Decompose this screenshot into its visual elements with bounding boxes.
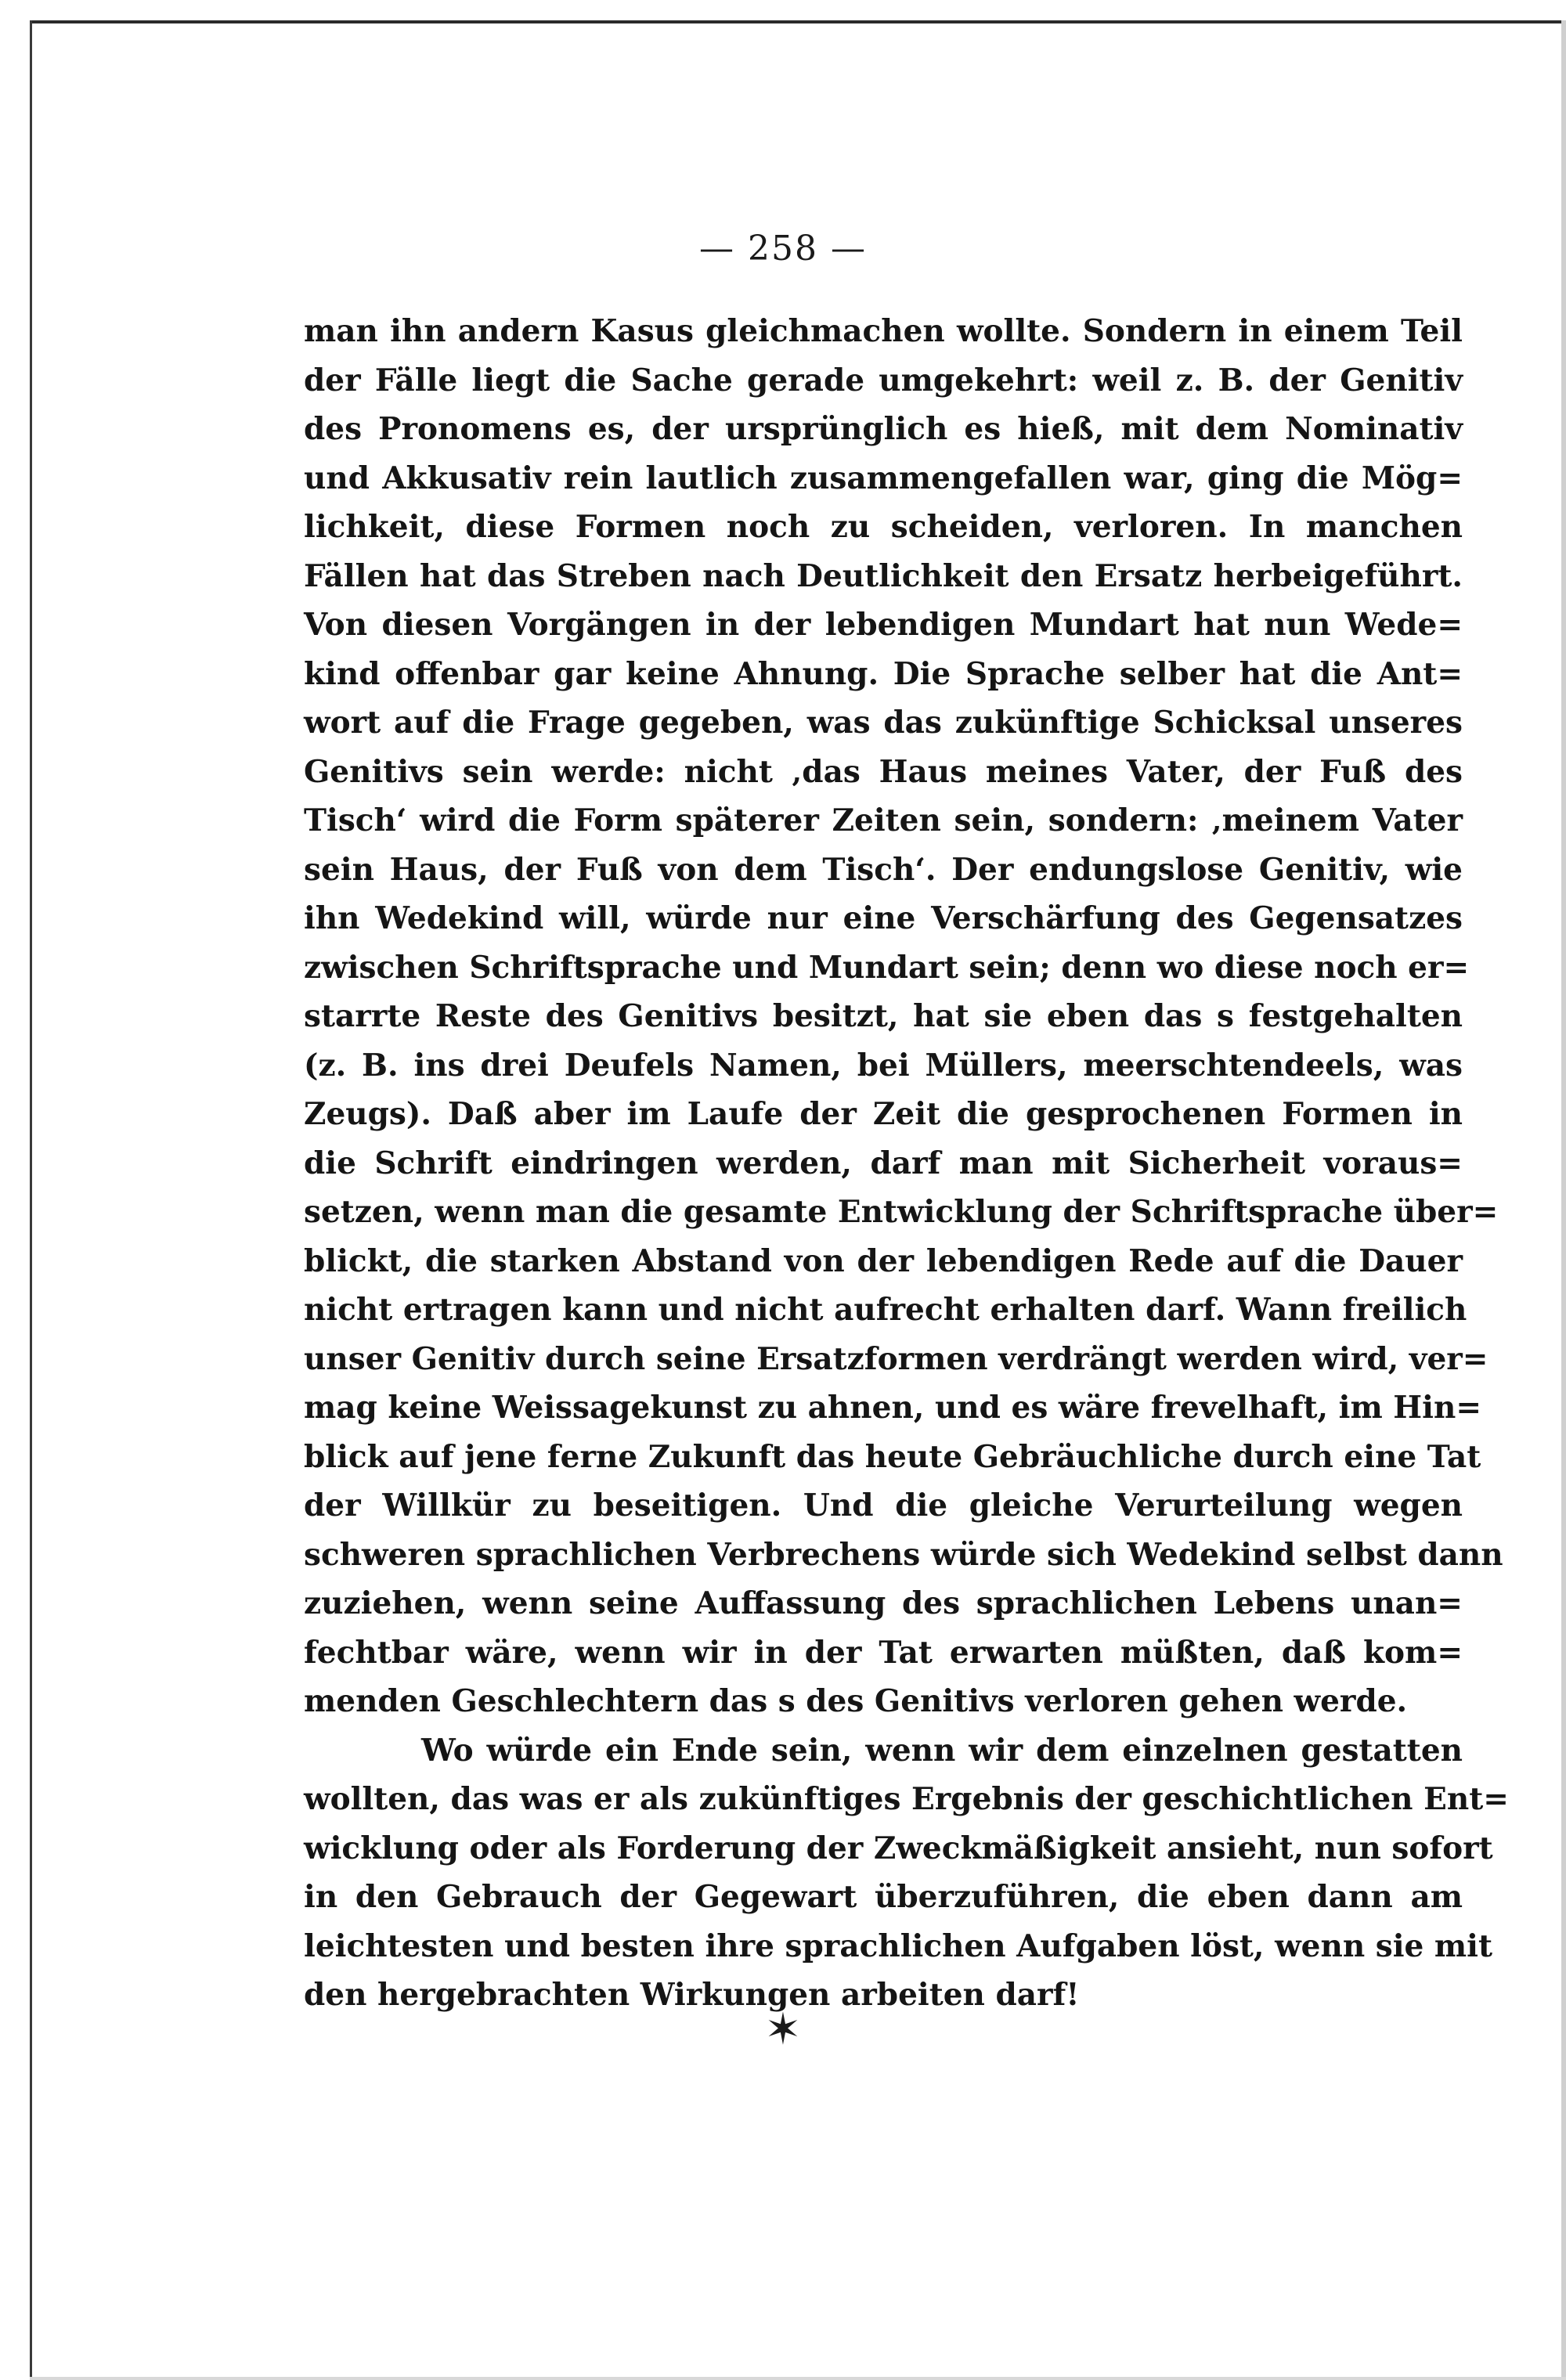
text-line: ihn Wedekind will, würde nur eine Verschärfung des Gegensatzes	[304, 900, 1463, 936]
text-line: die Schrift eindringen werden, darf man mit Sicherheit voraus=	[304, 1145, 1463, 1181]
text-line: Von diesen Vorgängen in der lebendigen Mundart hat nun Wede=	[304, 607, 1463, 643]
text-line: wort auf die Frage gegeben, was das zukünftige Schicksal unseres	[304, 705, 1463, 741]
text-line: sein Haus, der Fuß von dem Tisch‘. Der endungslose Genitiv, wie	[304, 851, 1463, 888]
page-edge-top	[30, 20, 1564, 23]
text-line: menden Geschlechtern das s des Genitivs verloren gehen werde.	[304, 1683, 1408, 1719]
text-line: mag keine Weissagekunst zu ahnen, und es wäre frevelhaft, im Hin=	[304, 1390, 1481, 1426]
text-line: Zeugs). Daß aber im Laufe der Zeit die gesprochenen Formen in	[304, 1096, 1463, 1132]
text-line: man ihn andern Kasus gleichmachen wollte. Sondern in einem Teil	[304, 313, 1463, 349]
text-line: blick auf jene ferne Zukunft das heute Gebräuchliche durch eine Tat	[304, 1438, 1481, 1475]
text-line: Tisch‘ wird die Form späterer Zeiten sein, sondern: ‚meinem Vater	[304, 802, 1463, 838]
text-line: schweren sprachlichen Verbrechens würde sich Wedekind selbst dann	[304, 1536, 1503, 1573]
text-line: der Fälle liegt die Sache gerade umgekehrt: weil z. B. der Genitiv	[304, 362, 1463, 398]
text-line: zuziehen, wenn seine Auffassung des sprachlichen Lebens unan=	[304, 1585, 1463, 1621]
text-line: wollten, das was er als zukünftiges Ergebnis der geschichtlichen Ent=	[304, 1781, 1509, 1817]
text-line: Genitivs sein werde: nicht ‚das Haus meines Vater, der Fuß des	[304, 753, 1463, 790]
text-line: Wo würde ein Ende sein, wenn wir dem einzelnen gestatten	[421, 1732, 1463, 1769]
text-line: nicht ertragen kann und nicht aufrecht erhalten darf. Wann freilich	[304, 1292, 1467, 1328]
text-line: der Willkür zu beseitigen. Und die gleiche Verurteilung wegen	[304, 1488, 1463, 1524]
text-line: unser Genitiv durch seine Ersatzformen verdrängt werden wird, ver=	[304, 1340, 1488, 1377]
body-text	[304, 307, 1509, 2020]
page-number-header: — 258 —	[699, 229, 867, 269]
text-line: den hergebrachten Wirkungen arbeiten darf!	[304, 1977, 1080, 2013]
text-line: zwischen Schriftsprache und Mundart sein; denn wo diese noch er=	[304, 949, 1470, 986]
text-line: des Pronomens es, der ursprünglich es hieß, mit dem Nominativ	[304, 411, 1463, 447]
text-line: kind offenbar gar keine Ahnung. Die Sprache selber hat die Ant=	[304, 655, 1463, 692]
text-line: fechtbar wäre, wenn wir in der Tat erwarten müßten, daß kom=	[304, 1634, 1463, 1671]
page-shadow-bottom	[30, 2377, 1566, 2380]
text-line: starrte Reste des Genitivs besitzt, hat sie eben das s festgehalten	[304, 998, 1463, 1034]
star-ornament-icon: ✶	[764, 2004, 802, 2055]
text-line: setzen, wenn man die gesamte Entwicklung der Schriftsprache über=	[304, 1194, 1499, 1230]
text-line: und Akkusativ rein lautlich zusammengefallen war, ging die Mög=	[304, 460, 1463, 496]
text-line: leichtesten und besten ihre sprachlichen Aufgaben löst, wenn sie mit	[304, 1927, 1493, 1964]
text-line: blickt, die starken Abstand von der lebendigen Rede auf die Dauer	[304, 1242, 1463, 1279]
text-line: in den Gebrauch der Gegewart überzuführen, die eben dann am	[304, 1879, 1463, 1915]
text-line: wicklung oder als Forderung der Zweckmäßigkeit ansieht, nun sofort	[304, 1830, 1493, 1866]
text-line: lichkeit, diese Formen noch zu scheiden, verloren. In manchen	[304, 509, 1463, 545]
text-line: (z. B. ins drei Deufels Namen, bei Müllers, meerschtendeels, was	[304, 1047, 1463, 1084]
text-line: Fällen hat das Streben nach Deutlichkeit den Ersatz herbeigeführt.	[304, 557, 1463, 594]
